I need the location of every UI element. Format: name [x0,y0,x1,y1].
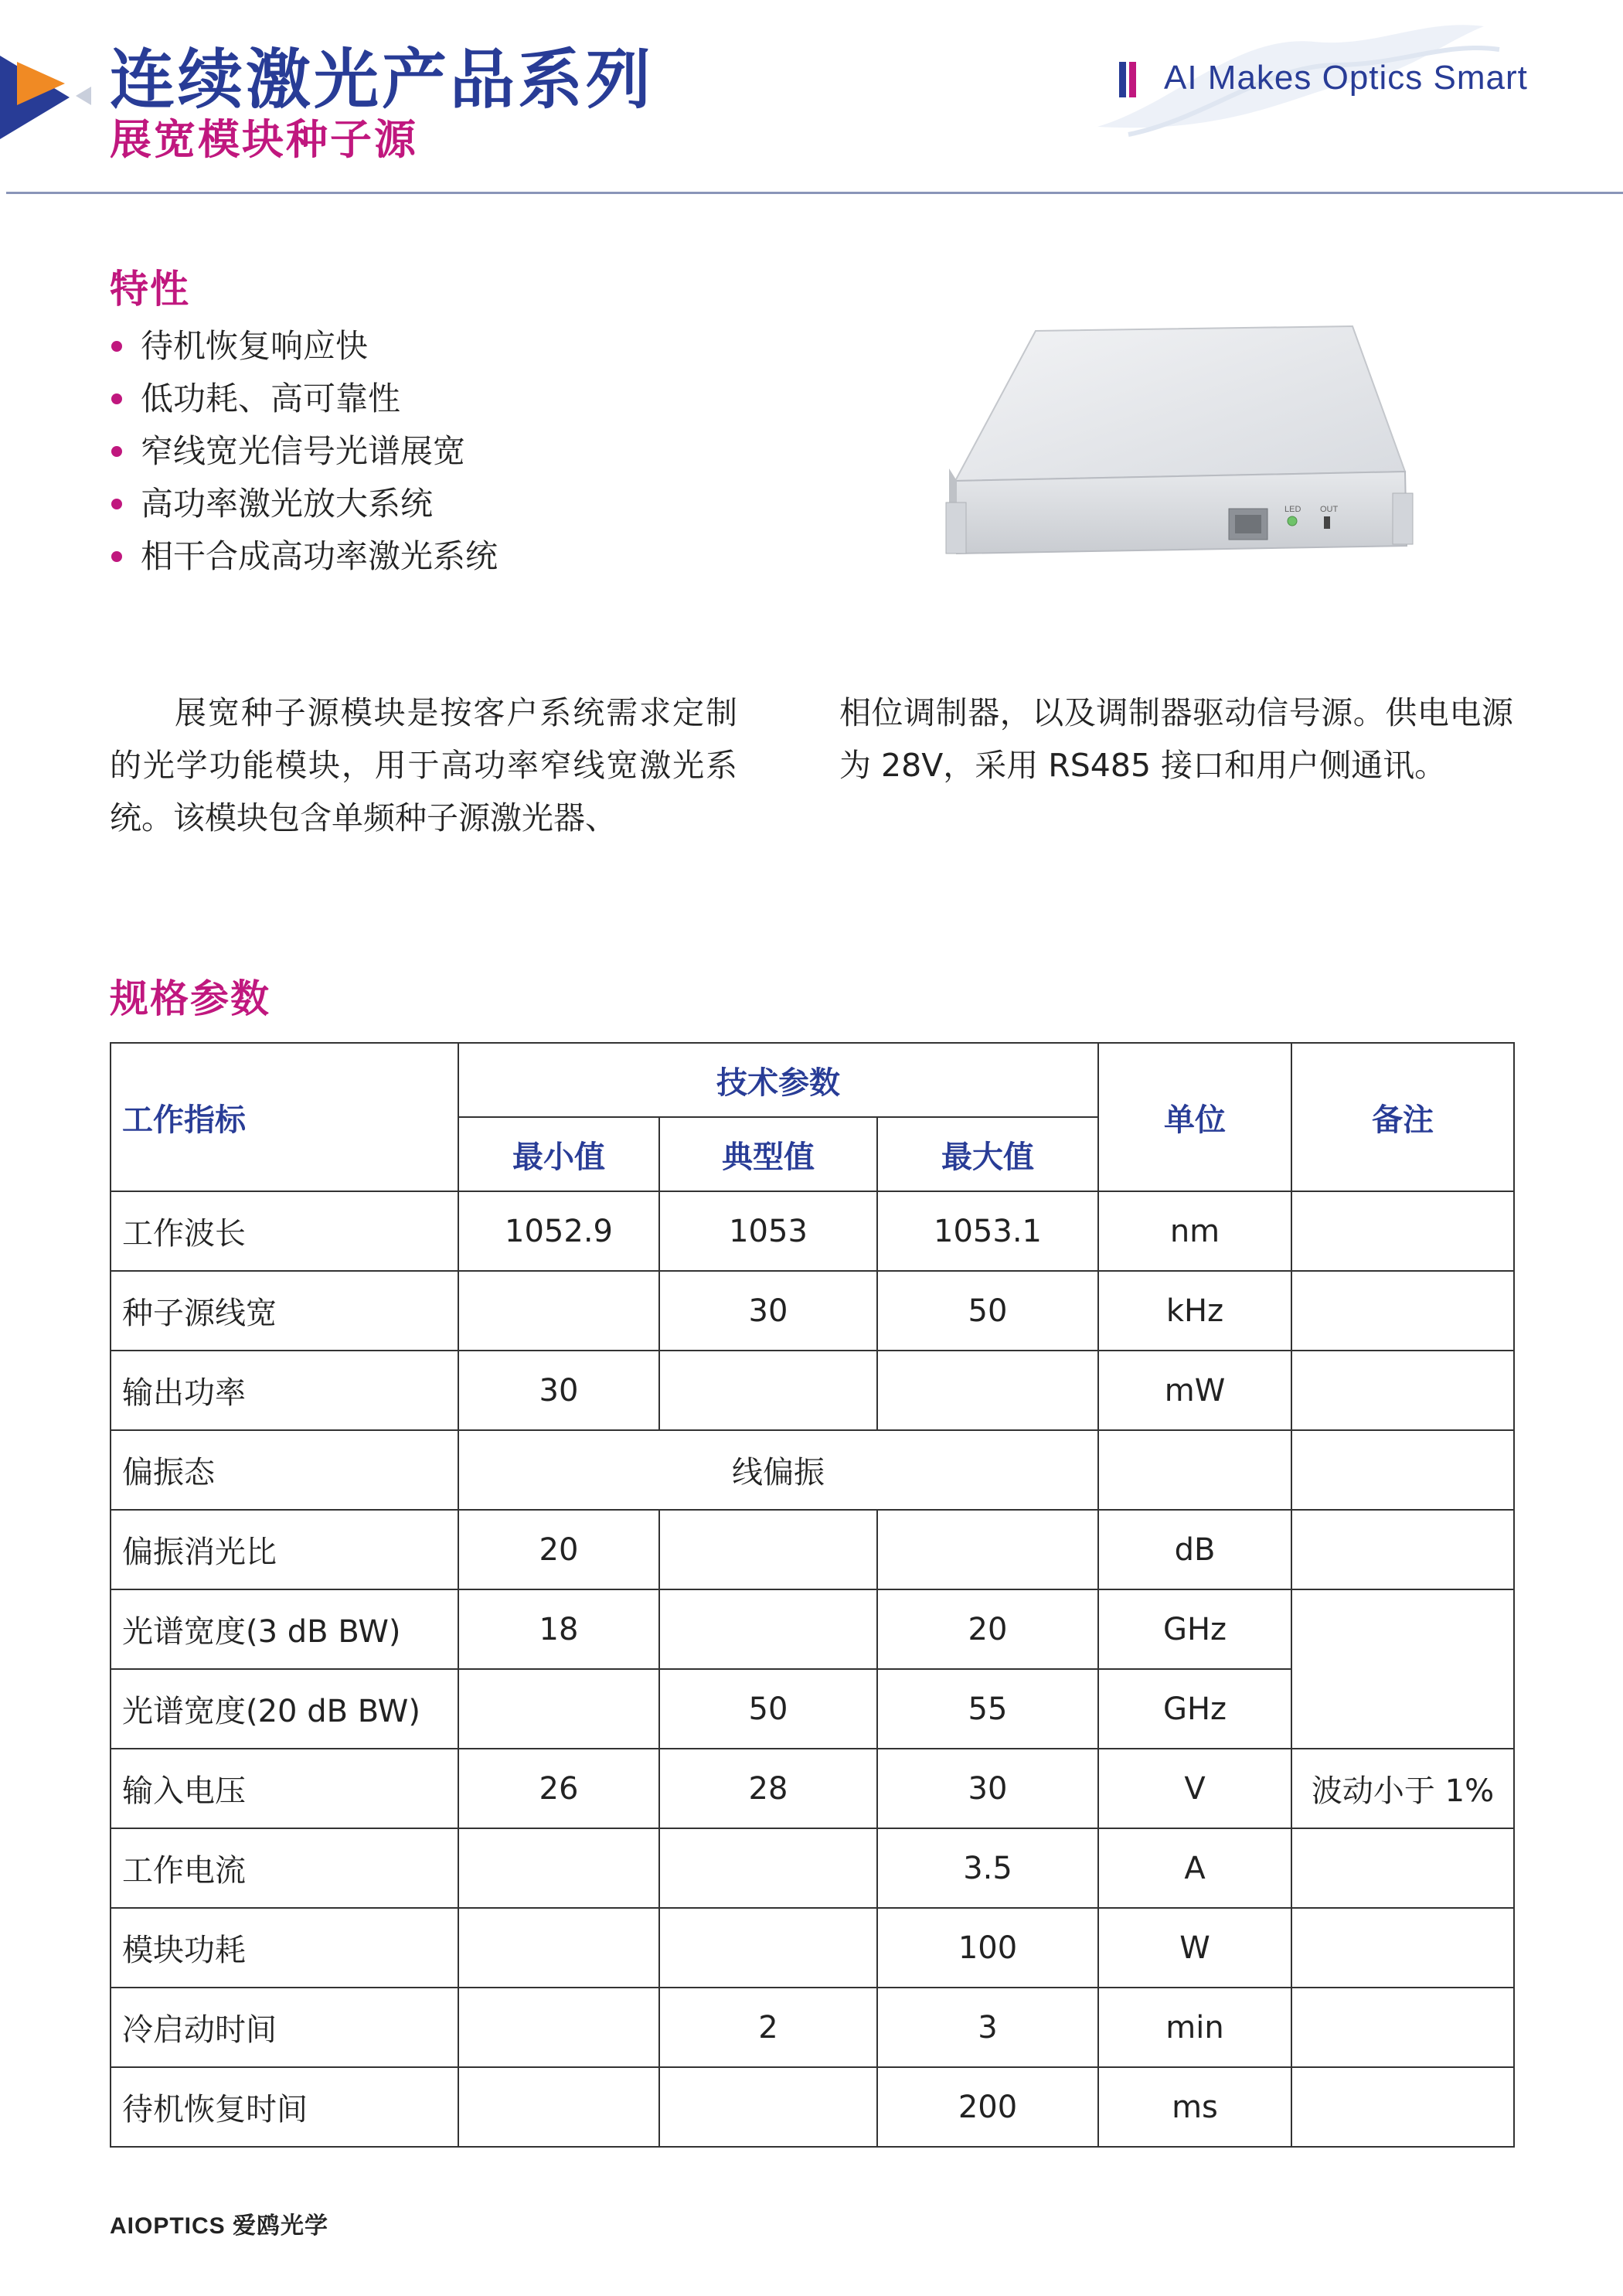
cell-max: 50 [877,1271,1098,1351]
footer-brand: AIOPTICS 爱鸥光学 [110,2213,329,2239]
cell-remark: 波动小于 1% [1291,1749,1514,1828]
cell-typ [659,1351,877,1430]
cell-name: 工作电流 [111,1828,458,1908]
cell-typ: 2 [659,1988,877,2067]
cell-unit: nm [1098,1191,1291,1271]
cell-typ: 50 [659,1669,877,1749]
cell-max: 3.5 [877,1828,1098,1908]
table-row [111,1828,1514,1908]
cell-name: 光谱宽度(20 dB BW) [111,1669,458,1749]
cell-min [458,1908,659,1988]
cell-max: 1053.1 [877,1191,1098,1271]
cell-name: 偏振态 [111,1430,458,1510]
feature-text: 高功率激光放大系统 [141,485,434,523]
cell-remark [1291,1510,1514,1589]
header-tech-params: 技术参数 [458,1043,1098,1117]
feature-item [110,478,498,530]
cell-typ [659,1828,877,1908]
cell-min [458,1669,659,1749]
feature-item [110,373,498,425]
cell-unit: V [1098,1749,1291,1828]
table-row [111,1430,1514,1510]
feature-item [110,530,498,583]
cell-max: 3 [877,1988,1098,2067]
cell-name: 输出功率 [111,1351,458,1430]
cell-unit: mW [1098,1351,1291,1430]
cell-name: 种子源线宽 [111,1271,458,1351]
header-divider [6,192,1623,194]
table-row [111,1271,1514,1351]
features-list [110,320,498,583]
cell-min [458,2067,659,2147]
cell-remark [1291,1908,1514,1988]
out-label: OUT [1320,505,1339,514]
cell-name: 光谱宽度(3 dB BW) [111,1589,458,1669]
bullet-icon [111,499,122,509]
cell-min [458,1828,659,1908]
cell-remark [1291,1988,1514,2067]
bullet-icon [111,551,122,562]
product-image [935,317,1414,564]
cell-max: 200 [877,2067,1098,2147]
cell-typ [659,1589,877,1669]
header-typ: 典型值 [659,1117,877,1191]
header-min: 最小值 [458,1117,659,1191]
cell-typ [659,1510,877,1589]
features-heading: 特性 [110,267,190,312]
cell-name: 待机恢复时间 [111,2067,458,2147]
led-label: LED [1284,505,1301,514]
cell-remark [1291,1271,1514,1351]
cell-unit: GHz [1098,1589,1291,1669]
cell-unit [1098,1430,1291,1510]
cell-unit: dB [1098,1510,1291,1589]
cell-min [458,1271,659,1351]
cell-max: 100 [877,1908,1098,1988]
cell-remark-merged [1291,1589,1514,1749]
feature-item [110,425,498,478]
description-right: 相位调制器，以及调制器驱动信号源。供电电源为 28V，采用 RS485 接口和用户侧通讯。 [839,694,1513,784]
cell-max [877,1351,1098,1430]
cell-unit: ms [1098,2067,1291,2147]
slogan: AI Makes Optics Smart [1164,59,1528,97]
cell-typ: 28 [659,1749,877,1828]
feature-text: 低功耗、高可靠性 [141,380,401,417]
header-indicator: 工作指标 [111,1043,458,1191]
bullet-icon [111,446,122,457]
header-unit: 单位 [1098,1043,1291,1191]
feature-item [110,320,498,373]
logo-triangle-orange [17,62,65,105]
cell-name: 冷启动时间 [111,1988,458,2067]
logo-triangle-grey [76,87,91,105]
cell-max: 20 [877,1589,1098,1669]
header-max: 最大值 [877,1117,1098,1191]
feature-text: 待机恢复响应快 [141,327,369,365]
cell-name: 工作波长 [111,1191,458,1271]
table-row [111,1908,1514,1988]
feature-text: 相干合成高功率激光系统 [141,537,498,575]
table-row [111,1510,1514,1589]
table-row [111,1988,1514,2067]
table-row [111,1749,1514,1828]
slogan-bar-icon [1119,62,1136,97]
feature-text: 窄线宽光信号光谱展宽 [141,432,466,470]
cell-min [458,1988,659,2067]
cell-min: 20 [458,1510,659,1589]
header-remark: 备注 [1291,1043,1514,1191]
cell-merged: 线偏振 [458,1430,1098,1510]
page-subtitle: 展宽模块种子源 [110,115,418,164]
cell-typ [659,1908,877,1988]
cell-remark [1291,1430,1514,1510]
table-row [111,1191,1514,1271]
cell-min: 30 [458,1351,659,1430]
cell-typ: 30 [659,1271,877,1351]
specs-heading: 规格参数 [110,976,270,1021]
cell-min: 1052.9 [458,1191,659,1271]
table-row [111,1589,1514,1669]
cell-unit: kHz [1098,1271,1291,1351]
cell-min: 18 [458,1589,659,1669]
cell-name: 模块功耗 [111,1908,458,1988]
cell-unit: A [1098,1828,1291,1908]
cell-name: 偏振消光比 [111,1510,458,1589]
description-left: 展宽种子源模块是按客户系统需求定制的光学功能模块，用于高功率窄线宽激光系统。该模块包含单频种子源激光器、 [110,694,737,836]
cell-unit: GHz [1098,1669,1291,1749]
cell-typ: 1053 [659,1191,877,1271]
cell-name: 输入电压 [111,1749,458,1828]
cell-unit: W [1098,1908,1291,1988]
bullet-icon [111,393,122,404]
bullet-icon [111,341,122,352]
cell-max: 30 [877,1749,1098,1828]
table-row [111,2067,1514,2147]
cell-typ [659,2067,877,2147]
spec-table [110,1042,1515,2148]
cell-min: 26 [458,1749,659,1828]
cell-remark [1291,2067,1514,2147]
cell-remark [1291,1828,1514,1908]
cell-remark [1291,1191,1514,1271]
cell-max [877,1510,1098,1589]
cell-unit: min [1098,1988,1291,2067]
table-row [111,1351,1514,1430]
cell-max: 55 [877,1669,1098,1749]
page-title: 连续激光产品系列 [110,42,655,118]
cell-remark [1291,1351,1514,1430]
